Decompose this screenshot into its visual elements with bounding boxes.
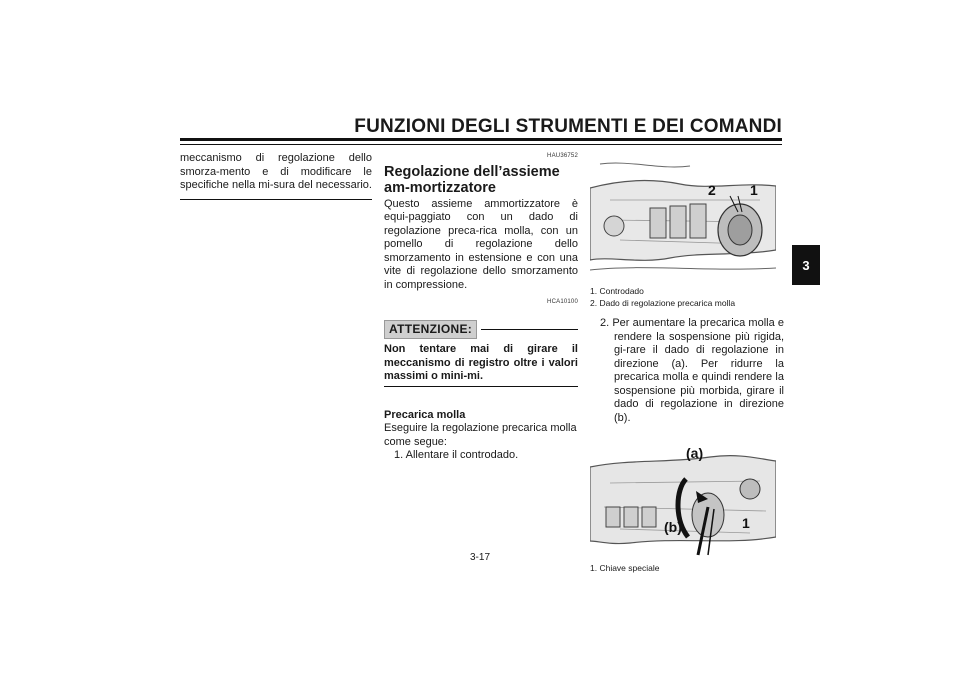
left-column-text: meccanismo di regolazione dello smorza-mento e di modificare le specifiche nella mi-sura del necessario. bbox=[180, 152, 372, 191]
figure2-callout-a: (a) bbox=[686, 445, 704, 461]
figure-locknut-photo bbox=[590, 160, 776, 282]
figure-wrench-photo bbox=[590, 437, 776, 559]
left-column-end-rule bbox=[180, 199, 372, 200]
subsection-title: Precarica molla bbox=[384, 408, 466, 421]
figure2-callout-b: (b) bbox=[664, 519, 682, 535]
chapter-tab[interactable]: 3 bbox=[792, 245, 820, 285]
caption-item: 1. Chiave speciale bbox=[590, 563, 660, 573]
section-intro: Questo assieme ammortizzatore è equi-paggiato con un dado di regolazione preca-rica molla, con un pomello di regolazione dello smorzamento in estensione e con una vite di regolazione dello smorzamento in compressione. bbox=[384, 197, 578, 291]
figure1-callout-1: 1 bbox=[750, 182, 758, 198]
warning-code: HCA10100 bbox=[547, 299, 578, 305]
warning-header bbox=[384, 320, 578, 340]
step-2: 2. Per aumentare la precarica molla e rendere la sospensione più rigida, gi-rare il dado di regolazione in direzione (a). Per ridurre la precarica molla e quindi rendere la sospensione più morbida, girare il dado di regolazione in direzione (b). bbox=[600, 317, 784, 424]
warning-header-rule bbox=[481, 329, 578, 330]
left-column bbox=[180, 152, 372, 200]
step-1: 1. Allentare il controdado. bbox=[394, 449, 519, 461]
shock-absorber-drawing-2 bbox=[590, 437, 776, 559]
figure2-callout-1: 1 bbox=[742, 515, 750, 531]
warning-text: Non tentare mai di girare il meccanismo di registro oltre i valori massimi o mini-mi. bbox=[384, 343, 578, 382]
section-title: Regolazione dell’assieme am-mortizzatore bbox=[384, 163, 560, 196]
page-header-title: FUNZIONI DEGLI STRUMENTI E DEI COMANDI bbox=[354, 116, 782, 137]
figure1-caption bbox=[590, 286, 784, 309]
right-column bbox=[590, 150, 784, 575]
subsection-intro: Eseguire la regolazione precarica molla come segue: bbox=[384, 422, 577, 448]
header-rule-thin bbox=[180, 144, 782, 145]
warning-end-rule bbox=[384, 386, 578, 387]
page-number: 3-17 bbox=[469, 552, 490, 563]
figure1-callout-2: 2 bbox=[708, 182, 716, 198]
shock-absorber-drawing-1 bbox=[590, 160, 776, 282]
caption-item: 1. Controdado bbox=[590, 286, 644, 296]
caption-item: 2. Dado di regolazione precarica molla bbox=[590, 297, 736, 308]
section-code: HAU36752 bbox=[547, 153, 578, 159]
warning-label: ATTENZIONE: bbox=[384, 320, 477, 340]
header-rule-thick bbox=[180, 138, 782, 141]
middle-column bbox=[384, 150, 578, 463]
figure2-caption bbox=[590, 563, 784, 575]
